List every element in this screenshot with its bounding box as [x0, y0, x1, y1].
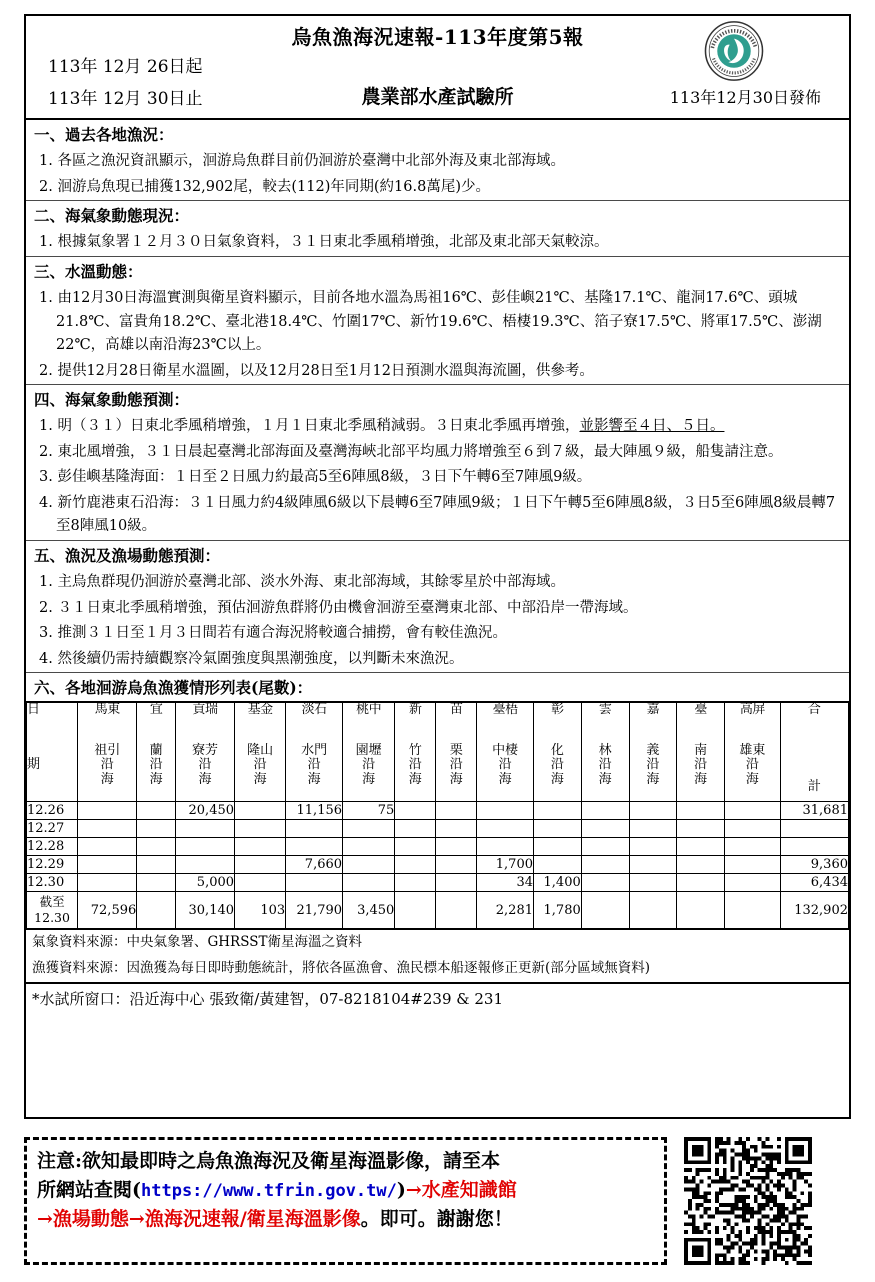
notice-text-paren: ) — [396, 1179, 406, 1202]
table-cell — [581, 838, 629, 856]
table-cell — [343, 820, 395, 838]
table-cell — [629, 856, 677, 874]
table-cell — [629, 820, 677, 838]
period-start: 113年 12月 26日起 — [48, 57, 203, 77]
table-cell — [436, 856, 477, 874]
table-cell — [436, 874, 477, 892]
table-cell — [581, 820, 629, 838]
table-cell — [677, 838, 725, 856]
table-cell — [137, 874, 176, 892]
table-cell — [395, 874, 436, 892]
bulletin-header — [26, 16, 849, 120]
table-header-row — [27, 703, 849, 802]
total-cell — [677, 892, 725, 929]
fisheries-research-institute-seal-icon — [703, 20, 765, 82]
table-cell — [343, 874, 395, 892]
table-cell — [286, 820, 343, 838]
table-header-0: 日 期 — [27, 703, 78, 802]
table-cell — [395, 820, 436, 838]
table-cell — [175, 838, 234, 856]
list-item: 1. 主烏魚群現仍洄游於臺灣北部、淡水外海、東北部海域，其餘零星於中部海域。 — [39, 574, 565, 591]
list-item: 2. ３１日東北季風稍增強，預估洄游魚群將仍由機會洄游至臺灣東北部、中部沿岸一帶海域。 — [39, 599, 638, 616]
table-row — [27, 838, 849, 856]
notice-line-3 — [37, 1205, 658, 1234]
table-cell — [629, 874, 677, 892]
notice-line-1: 注意:欲知最即時之烏魚漁海況及衛星海溫影像，請至本 — [37, 1150, 501, 1172]
table-cell — [677, 874, 725, 892]
list-item: 3. 彭佳嶼基隆海面：１日至２日風力約最高5至6陣風8級，３日下午轉6至7陣風9級。 — [39, 469, 592, 486]
table-header-2: 宜 蘭 沿 海 — [137, 703, 176, 802]
table-cell — [78, 856, 137, 874]
table-cell — [78, 802, 137, 820]
row-date: 12.26 — [27, 802, 78, 820]
table-cell — [477, 820, 534, 838]
table-header-7: 新 竹 沿 海 — [395, 703, 436, 802]
section-weather-forecast — [26, 385, 849, 541]
notice-line-2 — [37, 1176, 658, 1205]
table-header-5: 淡石 水門 沿 海 — [286, 703, 343, 802]
table-cell — [677, 802, 725, 820]
table-cell — [175, 856, 234, 874]
contact-line: *水試所窗口：沿近海中心 張致衛/黃建智，07-8218104#239 & 231 — [26, 982, 849, 1013]
table-cell — [395, 802, 436, 820]
total-cell — [725, 892, 781, 929]
table-cell — [780, 838, 848, 856]
table-cell — [725, 838, 781, 856]
table-row — [27, 820, 849, 838]
table-cell — [725, 802, 781, 820]
table-cell — [725, 874, 781, 892]
table-cell — [725, 820, 781, 838]
section-heading: 四、海氣象動態預測： — [34, 390, 190, 410]
organization-name: 農業部水產試驗所 — [361, 86, 514, 108]
table-cell — [477, 802, 534, 820]
row-date: 12.29 — [27, 856, 78, 874]
total-cell — [581, 892, 629, 929]
total-cell: 21,790 — [286, 892, 343, 929]
list-item: 1. 各區之漁況資訊顯示，洄游烏魚群目前仍洄游於臺灣中北部外海及東北部海域。 — [39, 153, 565, 170]
table-cell — [677, 820, 725, 838]
table-cell — [137, 856, 176, 874]
table-row — [27, 856, 849, 874]
table-cell — [677, 856, 725, 874]
table-header-4: 基金 隆山 沿 海 — [235, 703, 286, 802]
table-cell — [477, 838, 534, 856]
section-heading: 二、海氣象動態現況： — [34, 206, 190, 226]
table-header-14: 高屏 雄東 沿 海 — [725, 703, 781, 802]
table-cell: 6,434 — [780, 874, 848, 892]
list-item: 2. 提供12月28日衛星水溫圖，以及12月28日至1月12日預測水溫與海流圖，供參考。 — [39, 362, 594, 379]
table-cell — [137, 838, 176, 856]
row-date: 12.27 — [27, 820, 78, 838]
table-cell — [581, 856, 629, 874]
section-heading: 五、漁況及漁場動態預測： — [34, 545, 221, 565]
table-cell: 20,450 — [175, 802, 234, 820]
total-row-label: 截至 12.30 — [27, 892, 78, 929]
table-cell: 11,156 — [286, 802, 343, 820]
section-fishery-forecast — [26, 541, 849, 673]
table-header-3: 貢瑞 寮芳 沿 海 — [175, 703, 234, 802]
table-cell — [235, 838, 286, 856]
total-cell: 72,596 — [78, 892, 137, 929]
table-cell: 9,360 — [780, 856, 848, 874]
table-total-row — [27, 892, 849, 929]
table-cell — [235, 820, 286, 838]
total-cell — [436, 892, 477, 929]
table-cell — [235, 856, 286, 874]
table-cell — [137, 820, 176, 838]
table-cell — [235, 802, 286, 820]
table-header-13: 臺 南 沿 海 — [677, 703, 725, 802]
table-cell — [175, 820, 234, 838]
table-cell — [78, 838, 137, 856]
table-cell — [395, 856, 436, 874]
table-cell: 34 — [477, 874, 534, 892]
list-item: 2. 洄游烏魚現已捕獲132,902尾，較去(112)年同期(約16.8萬尾)少。 — [39, 178, 490, 195]
notice-box — [24, 1137, 667, 1265]
section-water-temperature — [26, 257, 849, 385]
total-cell: 2,281 — [477, 892, 534, 929]
qr-code-icon — [684, 1137, 812, 1265]
notice-text-prefix: 所網站查閱( — [37, 1179, 141, 1202]
table-cell — [137, 802, 176, 820]
bulletin-frame — [24, 14, 851, 1119]
table-cell — [534, 856, 582, 874]
table-header-1: 馬東 祖引 沿 海 — [78, 703, 137, 802]
note-weather-source: 氣象資料來源：中央氣象署、GHRSST衛星海溫之資料 — [32, 934, 362, 950]
table-cell — [286, 838, 343, 856]
row-date: 12.30 — [27, 874, 78, 892]
total-cell — [395, 892, 436, 929]
table-cell — [78, 820, 137, 838]
table-row — [27, 802, 849, 820]
publish-date: 113年12月30日發佈 — [669, 88, 821, 107]
table-cell — [78, 874, 137, 892]
table-cell — [534, 838, 582, 856]
total-cell: 3,450 — [343, 892, 395, 929]
page-title: 烏魚漁海況速報-113年度第5報 — [291, 25, 584, 49]
table-header-12: 嘉 義 沿 海 — [629, 703, 677, 802]
table-cell — [436, 820, 477, 838]
table-cell: 7,660 — [286, 856, 343, 874]
table-cell — [725, 856, 781, 874]
list-item: 1. 由12月30日海溫實測與衛星資料顯示，目前各地水溫為馬祖16℃、彭佳嶼21℃、基隆17.1℃、龍洞17.6℃、頭城21.8℃、富貴角18.2℃、臺北港18.4℃、竹圍17℃、新竹19.6℃、梧棲19.3℃、箔子寮17.5℃、將軍17.5℃、澎湖22℃，高雄以南沿海23℃以上。 — [39, 290, 822, 354]
table-cell — [343, 856, 395, 874]
total-cell: 103 — [235, 892, 286, 929]
notice-line-3-tail: 。即可。謝謝您！ — [360, 1208, 513, 1231]
table-cell: 75 — [343, 802, 395, 820]
row-date: 12.28 — [27, 838, 78, 856]
table-header-8: 苗 栗 沿 海 — [436, 703, 477, 802]
list-item: 1. 明（３１）日東北季風稍增強，１月１日東北季風稍減弱。３日東北季風再增強，並影響至４日、５日。 — [39, 418, 725, 435]
total-cell — [629, 892, 677, 929]
list-item: 3. 推測３１日至１月３日間若有適合海況將較適合捕撈，會有較佳漁況。 — [39, 625, 507, 642]
table-cell: 31,681 — [780, 802, 848, 820]
table-cell — [436, 802, 477, 820]
table-cell — [235, 874, 286, 892]
note-catch-source: 漁獲資料來源：因漁獲為每日即時動態統計，將依各區漁會、漁民標本船逐報修正更新(部分區域無資料) — [32, 959, 651, 976]
table-cell — [534, 820, 582, 838]
total-cell — [137, 892, 176, 929]
section-current-weather — [26, 201, 849, 257]
list-item: 4. 新竹鹿港東石沿海：３１日風力約4級陣風6級以下晨轉6至7陣風9級；１日下午轉5至6陣風8級，３日5至6陣風8級晨轉7至8陣風10級。 — [39, 494, 836, 535]
notice-path-1: →水產知識館 — [405, 1179, 517, 1202]
table-cell — [436, 838, 477, 856]
list-item: 4. 然後續仍需持續觀察冷氣圍強度與黑潮強度，以判斷未來漁況。 — [39, 650, 464, 667]
table-cell — [343, 838, 395, 856]
table-header-11: 雲 林 沿 海 — [581, 703, 629, 802]
table-cell: 1,400 — [534, 874, 582, 892]
table-cell — [629, 838, 677, 856]
total-cell: 1,780 — [534, 892, 582, 929]
footer-notes — [26, 929, 849, 982]
table-header-6: 桃中 園壢 沿 海 — [343, 703, 395, 802]
table-cell — [629, 802, 677, 820]
catch-table — [26, 702, 849, 929]
section-past-fishery — [26, 120, 849, 201]
total-cell: 132,902 — [780, 892, 848, 929]
total-cell: 30,140 — [175, 892, 234, 929]
website-link[interactable]: https://www.tfrin.gov.tw/ — [141, 1181, 397, 1202]
table-cell — [780, 820, 848, 838]
notice-path-2: →漁場動態→漁海況速報/衛星海溫影像 — [37, 1208, 361, 1231]
table-cell — [581, 874, 629, 892]
table-header-10: 彰 化 沿 海 — [534, 703, 582, 802]
table-header-9: 臺梧 中棲 沿 海 — [477, 703, 534, 802]
table-heading: 六、各地洄游烏魚漁獲情形列表(尾數)： — [26, 673, 849, 702]
table-cell — [534, 802, 582, 820]
table-header-15: 合 計 — [780, 703, 848, 802]
section-heading: 一、過去各地漁況： — [34, 125, 174, 144]
table-cell — [581, 802, 629, 820]
section-heading: 三、水溫動態： — [34, 261, 143, 281]
table-cell — [286, 874, 343, 892]
table-cell — [395, 838, 436, 856]
list-item: 1. 根據氣象署１２月３０日氣象資料，３１日東北季風稍增強，北部及東北部天氣較涼。 — [39, 234, 609, 251]
period-end: 113年 12月 30日止 — [48, 89, 203, 109]
table-cell: 5,000 — [175, 874, 234, 892]
list-item: 2. 東北風增強，３１日晨起臺灣北部海面及臺灣海峽北部平均風力將增強至６到７級，最大陣風９級，船隻請注意。 — [39, 443, 783, 460]
table-cell: 1,700 — [477, 856, 534, 874]
table-row — [27, 874, 849, 892]
